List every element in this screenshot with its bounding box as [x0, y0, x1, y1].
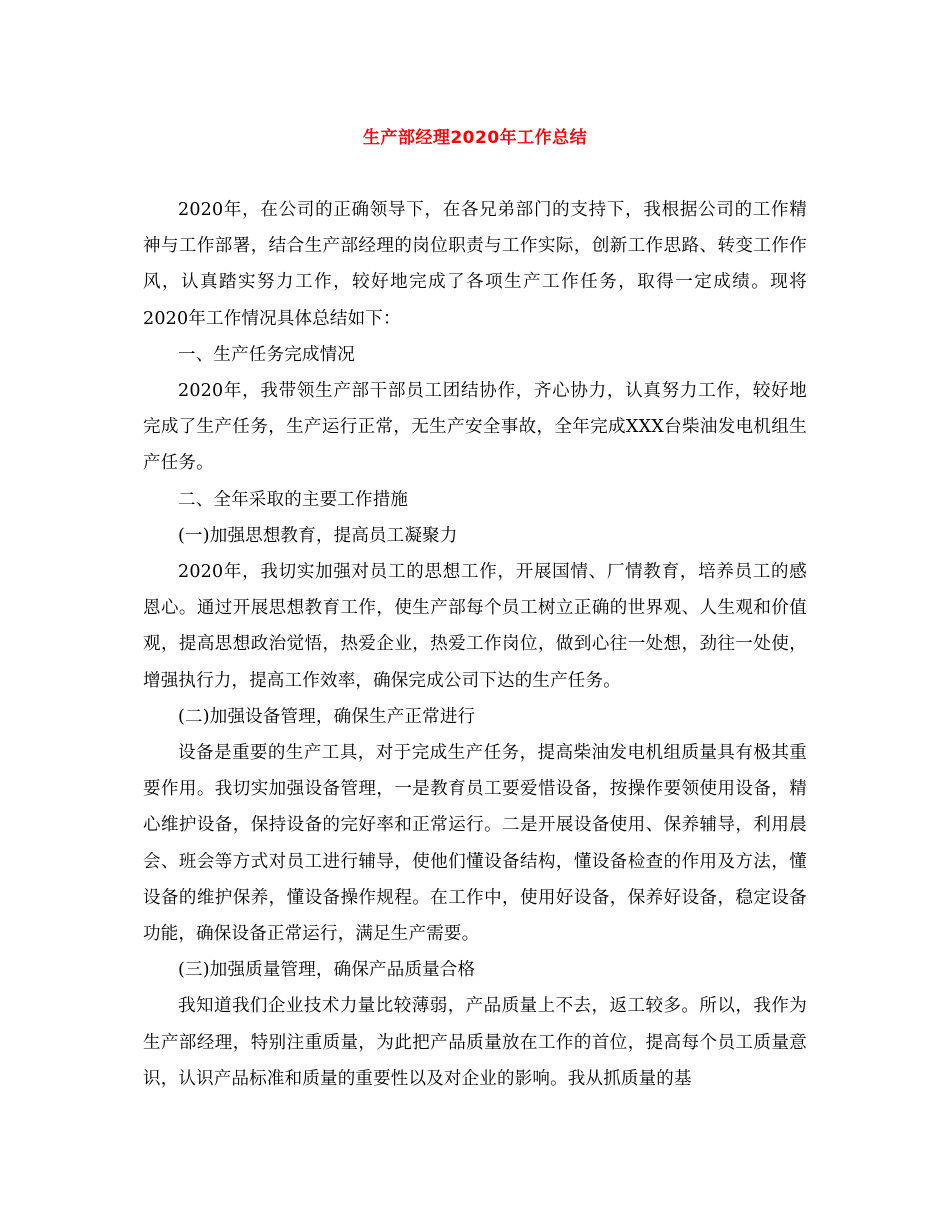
paragraph-section-1: 2020年，我带领生产部干部员工团结协作，齐心协力，认真努力工作，较好地完成了生产任务，生产运行正常，无生产安全事故，全年完成XXX台柴油发电机组生产任务。 [143, 381, 807, 474]
paragraph-2-2: 设备是重要的生产工具，对于完成生产任务，提高柴油发电机组质量具有极其重要作用。我切实加强设备管理，一是教育员工要爱惜设备，按操作要领使用设备，精心维护设备，保持设备的完好率和正常运行。二是开展设备使用、保养辅导，利用晨会、班会等方式对员工进行辅导，使他们懂设备结构，懂设备检查的作用及方法，懂设备的维护保养，懂设备操作规程。在工作中，使用好设备，保养好设备，稳定设备功能，确保设备正常运行，满足生产需要。 [143, 743, 807, 945]
paragraph-2-1: 2020年，我切实加强对员工的思想工作，开展国情、厂情教育，培养员工的感恩心。通过开展思想教育工作，使生产部每个员工树立正确的世界观、人生观和价值观，提高思想政治觉悟，热爱企业，热爱工作岗位，做到心往一处想，劲往一处使，增强执行力，提高工作效率，确保完成公司下达的生产任务。 [143, 562, 807, 691]
heading-section-1: 一、生产任务完成情况 [178, 344, 355, 365]
paragraph-2-3: 我知道我们企业技术力量比较薄弱，产品质量上不去，返工较多。所以，我作为生产部经理，特别注重质量，为此把产品质量放在工作的首位，提高每个员工质量意识，认识产品标准和质量的重要性以及对企业的影响。我从抓质量的基 [143, 996, 807, 1089]
heading-section-2: 二、全年采取的主要工作措施 [178, 489, 409, 510]
subheading-2-3: (三)加强质量管理，确保产品质量合格 [178, 960, 476, 981]
document-title: 生产部经理2020年工作总结 [362, 128, 588, 148]
subheading-2-1: (一)加强思想教育，提高员工凝聚力 [178, 525, 458, 546]
subheading-2-2: (二)加强设备管理，确保生产正常进行 [178, 706, 476, 727]
paragraph-intro: 2020年，在公司的正确领导下，在各兄弟部门的支持下，我根据公司的工作精神与工作部署，结合生产部经理的岗位职责与工作实际，创新工作思路、转变工作作风，认真踏实努力工作，较好地完成了各项生产工作任务，取得一定成绩。现将2020年工作情况具体总结如下： [143, 200, 807, 329]
document-body [143, 192, 807, 1097]
